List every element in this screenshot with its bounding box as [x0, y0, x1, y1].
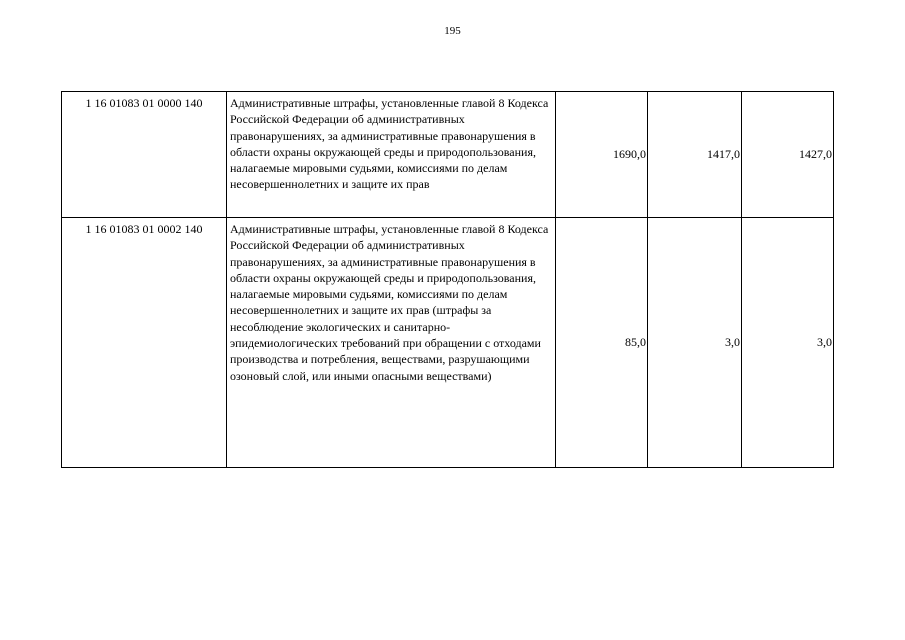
value-cell: 3,0	[742, 218, 834, 468]
value-cell: 1417,0	[648, 92, 742, 218]
value-cell: 1427,0	[742, 92, 834, 218]
description-cell: Административные штрафы, установленные главой 8 Кодекса Российской Федерации об административных правонарушениях, за административные правонарушения в области охраны окружающей среды и природопользования, налагаемые мировыми судьями, комиссиями по делам несовершеннолетних и защите их прав (штрафы за несоблюдение экологических и санитарно-эпидемиологических требований при обращении с отходами производства и потребления, веществами, разрушающими озоновый слой, или иными опасными веществами)	[227, 218, 556, 468]
value-cell: 85,0	[556, 218, 648, 468]
budget-code-cell: 1 16 01083 01 0002 140	[62, 218, 227, 468]
budget-code-cell: 1 16 01083 01 0000 140	[62, 92, 227, 218]
table-row	[62, 218, 834, 468]
table-row	[62, 92, 834, 218]
page-number: 195	[444, 25, 461, 37]
value-cell: 1690,0	[556, 92, 648, 218]
budget-table	[61, 91, 834, 468]
value-cell: 3,0	[648, 218, 742, 468]
description-cell: Административные штрафы, установленные главой 8 Кодекса Российской Федерации об административных правонарушениях, за административные правонарушения в области охраны окружающей среды и природопользования, налагаемые мировыми судьями, комиссиями по делам несовершеннолетних и защите их прав	[227, 92, 556, 218]
